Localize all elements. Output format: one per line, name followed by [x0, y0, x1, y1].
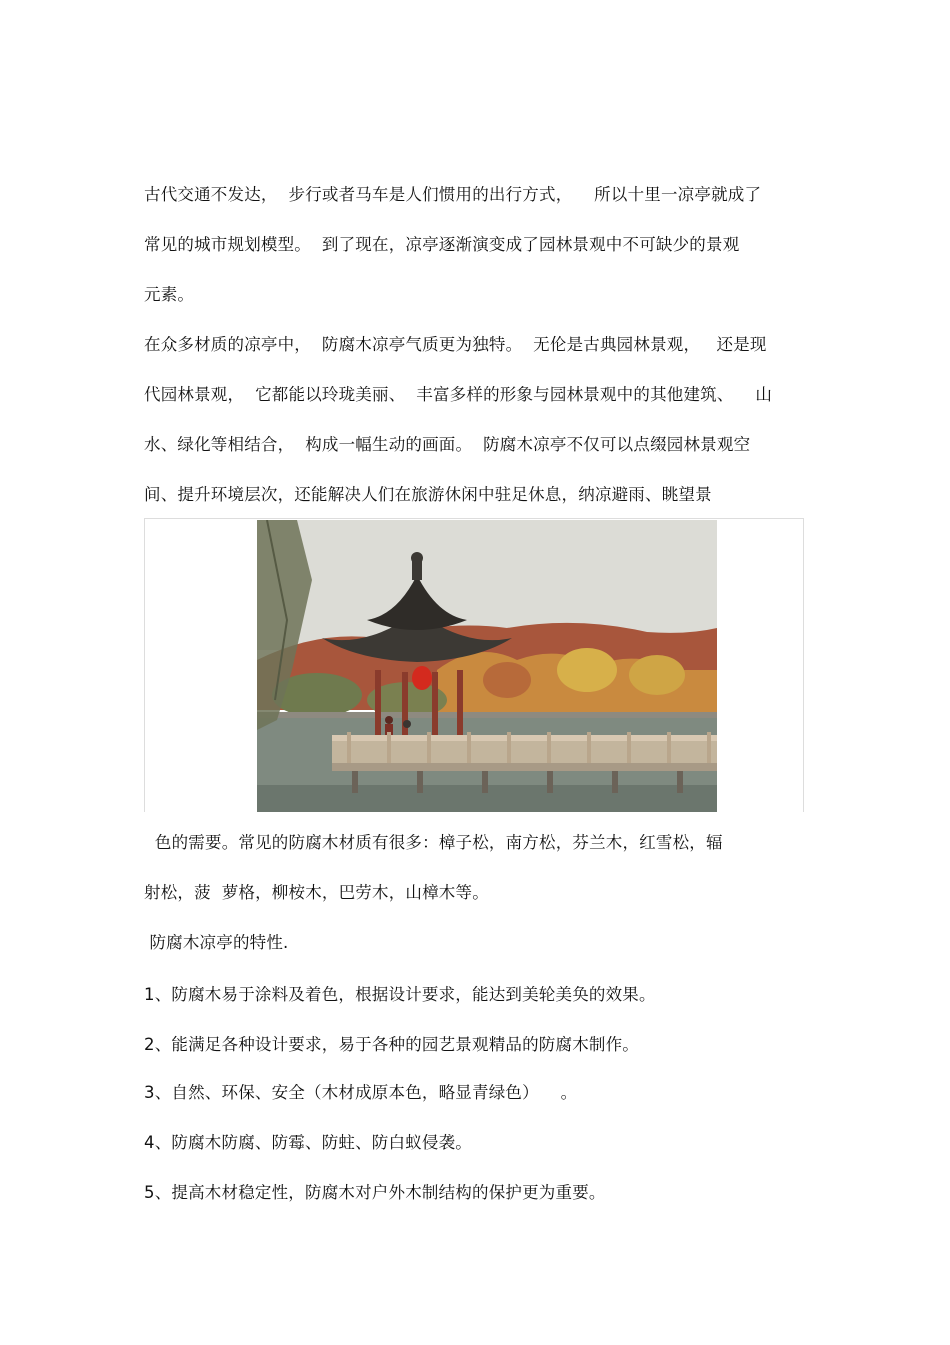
paragraph-2-line-2: 代园林景观， 它都能以玲珑美丽、 丰富多样的形象与园林景观中的其他建筑、 山 [144, 385, 773, 404]
paragraph-2-line-4: 间、提升环境层次，还能解决人们在旅游休闲中驻足休息，纳凉避雨、眺望景 [144, 485, 712, 504]
feature-item-3: 3、自然、环保、安全（木材成原本色，略显青绿色） 。 [144, 1083, 578, 1102]
paragraph-3-line-1: 色的需要。常见的防腐木材质有很多：樟子松，南方松，芬兰木，红雪松，辐 [144, 833, 723, 852]
feature-item-4: 4、防腐木防腐、防霉、防蛀、防白蚁侵袭。 [144, 1133, 472, 1152]
feature-item-5: 5、提高木材稳定性，防腐木对户外木制结构的保护更为重要。 [144, 1183, 606, 1202]
yellow-tree [557, 648, 617, 692]
orange-tree [483, 662, 531, 698]
paragraph-3-line-2: 射松，菠 萝格，柳桉木，巴劳木，山樟木等。 [144, 883, 489, 902]
pavilion-lake-photo [257, 520, 717, 812]
person [385, 716, 393, 724]
pavilion-finial-top [411, 552, 423, 564]
paragraph-1-line-2: 常见的城市规划模型。 到了现在，凉亭逐渐演变成了园林景观中不可缺少的景观 [144, 235, 740, 254]
feature-item-1: 1、防腐木易于涂料及着色，根据设计要求，能达到美轮美奂的效果。 [144, 985, 656, 1004]
feature-item-2: 2、能满足各种设计要求，易于各种的园艺景观精品的防腐木制作。 [144, 1035, 639, 1054]
pavilion-pillar [375, 670, 381, 740]
pavilion-pillar [457, 670, 463, 740]
person [403, 720, 411, 728]
paragraph-2-line-3: 水、绿化等相结合， 构成一幅生动的画面。 防腐木凉亭不仅可以点缀园林景观空 [144, 435, 751, 454]
red-lantern [412, 666, 432, 690]
paragraph-2-line-1: 在众多材质的凉亭中， 防腐木凉亭气质更为独特。 无伦是古典园林景观， 还是现 [144, 335, 767, 354]
far-shore-fence [257, 712, 717, 718]
paragraph-1-line-3: 元素。 [144, 285, 195, 304]
yellow-tree [629, 655, 685, 695]
section-heading: 防腐木凉亭的特性. [144, 933, 289, 952]
walkway-deck [332, 763, 717, 771]
pavilion-photo-illustration [257, 520, 717, 812]
pavilion-pillar [402, 672, 408, 738]
pavilion-pillar [432, 672, 438, 738]
paragraph-1-line-1: 古代交通不发达， 步行或者马车是人们惯用的出行方式， 所以十里一凉亭就成了 [144, 185, 762, 204]
